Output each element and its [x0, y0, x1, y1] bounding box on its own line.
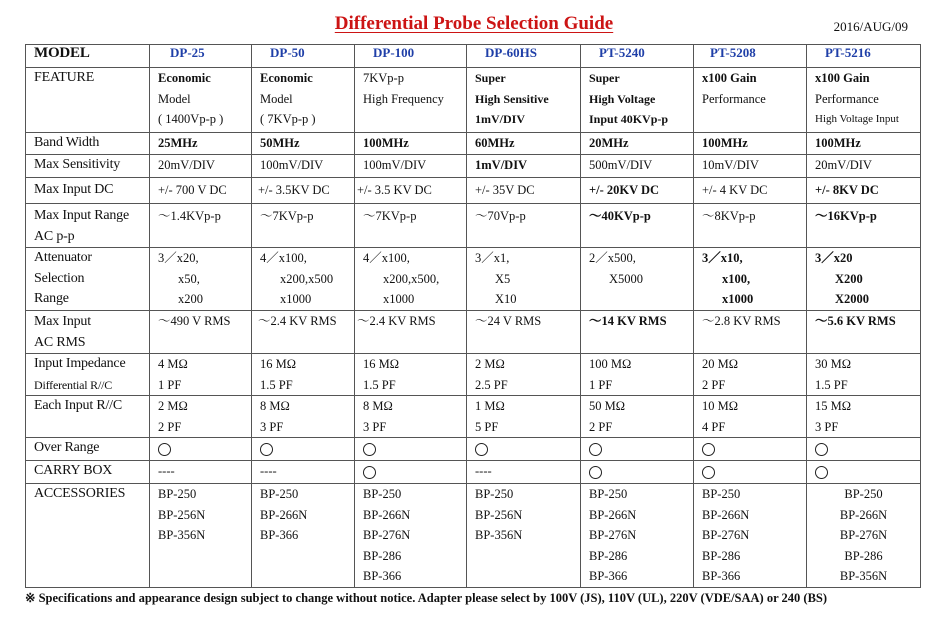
- carry-box-cell: [807, 461, 921, 484]
- available-circle-icon: [363, 466, 376, 479]
- feature-cell: x100 Gain Performance High Voltage Input: [807, 68, 921, 133]
- carry-box-label: CARRY BOX: [26, 461, 150, 484]
- bandwidth-cell: 20MHz: [581, 133, 694, 155]
- input-dc-row: [26, 178, 921, 204]
- model-dp-100: DP-100: [355, 45, 467, 68]
- impedance-cell: 20 MΩ 2 PF: [694, 354, 807, 396]
- impedance-cell: 16 MΩ 1.5 PF: [252, 354, 355, 396]
- input-dc-cell: +/- 4 KV DC: [694, 178, 807, 204]
- attenuator-cell: 3／x10, x100, x1000: [694, 248, 807, 311]
- input-rms-cell: ～2.4 KV RMS: [252, 311, 355, 354]
- available-circle-icon: [475, 443, 488, 456]
- input-dc-cell: +/- 8KV DC: [807, 178, 921, 204]
- input-dc-cell: +/- 20KV DC: [581, 178, 694, 204]
- carry-box-cell: [355, 461, 467, 484]
- input-range-cell: ～40KVp-p: [581, 204, 694, 248]
- each-input-label: Each Input R//C: [26, 396, 150, 438]
- available-circle-icon: [815, 466, 828, 479]
- carry-box-cell: ----: [252, 461, 355, 484]
- feature-cell: 7KVp-p High Frequency: [355, 68, 467, 133]
- over-range-cell: [355, 438, 467, 461]
- carry-box-row: [26, 461, 921, 484]
- input-rms-cell: ～14 KV RMS: [581, 311, 694, 354]
- input-range-cell: ～7KVp-p: [355, 204, 467, 248]
- sensitivity-cell: 100mV/DIV: [252, 155, 355, 178]
- input-dc-label: Max Input DC: [26, 178, 150, 204]
- bandwidth-row: [26, 133, 921, 155]
- over-range-cell: [807, 438, 921, 461]
- accessories-cell: BP-250 BP-266N BP-276N BP-286 BP-356N: [807, 484, 921, 588]
- impedance-cell: 4 MΩ 1 PF: [150, 354, 252, 396]
- accessories-cell: BP-250 BP-266N BP-276N BP-286 BP-366: [694, 484, 807, 588]
- over-range-cell: [694, 438, 807, 461]
- over-range-cell: [150, 438, 252, 461]
- accessories-cell: BP-250 BP-266N BP-276N BP-286 BP-366: [355, 484, 467, 588]
- each-input-cell: 50 MΩ 2 PF: [581, 396, 694, 438]
- each-input-cell: 10 MΩ 4 PF: [694, 396, 807, 438]
- input-range-cell: ～16KVp-p: [807, 204, 921, 248]
- input-range-cell: ～70Vp-p: [467, 204, 581, 248]
- model-dp-25: DP-25: [150, 45, 252, 68]
- input-rms-cell: ～2.4 KV RMS: [355, 311, 467, 354]
- input-range-cell: ～1.4KVp-p: [150, 204, 252, 248]
- each-input-row: [26, 396, 921, 438]
- feature-cell: x100 Gain Performance: [694, 68, 807, 133]
- input-dc-cell: +/- 35V DC: [467, 178, 581, 204]
- sensitivity-cell: 1mV/DIV: [467, 155, 581, 178]
- feature-label: FEATURE: [26, 68, 150, 133]
- probe-selection-table: [25, 44, 921, 588]
- over-range-row: [26, 438, 921, 461]
- sensitivity-cell: 20mV/DIV: [150, 155, 252, 178]
- carry-box-cell: [694, 461, 807, 484]
- bandwidth-cell: 50MHz: [252, 133, 355, 155]
- input-range-cell: ～8KVp-p: [694, 204, 807, 248]
- accessories-cell: BP-250 BP-266N BP-276N BP-286 BP-366: [581, 484, 694, 588]
- available-circle-icon: [589, 466, 602, 479]
- page-title: Differential Probe Selection Guide: [334, 13, 614, 34]
- bandwidth-cell: 25MHz: [150, 133, 252, 155]
- model-dp-50: DP-50: [252, 45, 355, 68]
- model-pt-5240: PT-5240: [581, 45, 694, 68]
- available-circle-icon: [158, 443, 171, 456]
- each-input-cell: 8 MΩ 3 PF: [252, 396, 355, 438]
- attenuator-cell: 3／x20 X200 X2000: [807, 248, 921, 311]
- impedance-label: Input Impedance Differential R//C: [26, 354, 150, 396]
- disclaimer-footer: ※ Specifications and appearance design subject to change without notice. Adapter please select by 100V (JS), 110V (UL), 220V (VDE/SAA) or 240 (BS): [25, 591, 828, 605]
- model-row: [26, 45, 921, 68]
- input-dc-cell: +/- 3.5KV DC: [252, 178, 355, 204]
- each-input-cell: 1 MΩ 5 PF: [467, 396, 581, 438]
- carry-box-cell: ----: [150, 461, 252, 484]
- impedance-cell: 100 MΩ 1 PF: [581, 354, 694, 396]
- carry-box-cell: [581, 461, 694, 484]
- model-label: MODEL: [26, 45, 150, 68]
- attenuator-label: Attenuator Selection Range: [26, 248, 150, 311]
- input-dc-cell: +/- 3.5 KV DC: [355, 178, 467, 204]
- impedance-cell: 30 MΩ 1.5 PF: [807, 354, 921, 396]
- model-dp-60hs: DP-60HS: [467, 45, 581, 68]
- feature-cell: Economic Model ( 1400Vp-p ): [150, 68, 252, 133]
- attenuator-cell: 3／x1, X5 X10: [467, 248, 581, 311]
- over-range-label: Over Range: [26, 438, 150, 461]
- accessories-label: ACCESSORIES: [26, 484, 150, 588]
- each-input-cell: 15 MΩ 3 PF: [807, 396, 921, 438]
- attenuator-row: [26, 248, 921, 311]
- document-date: 2016/AUG/09: [833, 19, 908, 34]
- available-circle-icon: [363, 443, 376, 456]
- input-rms-label: Max Input AC RMS: [26, 311, 150, 354]
- input-range-label: Max Input Range AC p-p: [26, 204, 150, 248]
- over-range-cell: [581, 438, 694, 461]
- available-circle-icon: [589, 443, 602, 456]
- bandwidth-cell: 60MHz: [467, 133, 581, 155]
- available-circle-icon: [260, 443, 273, 456]
- available-circle-icon: [815, 443, 828, 456]
- available-circle-icon: [702, 466, 715, 479]
- input-rms-cell: ～24 V RMS: [467, 311, 581, 354]
- bandwidth-cell: 100MHz: [694, 133, 807, 155]
- over-range-cell: [467, 438, 581, 461]
- accessories-cell: BP-250 BP-256N BP-356N: [150, 484, 252, 588]
- accessories-row: [26, 484, 921, 588]
- attenuator-cell: 4／x100, x200,x500, x1000: [355, 248, 467, 311]
- sensitivity-row: [26, 155, 921, 178]
- input-rms-cell: ～490 V RMS: [150, 311, 252, 354]
- each-input-cell: 8 MΩ 3 PF: [355, 396, 467, 438]
- bandwidth-cell: 100MHz: [355, 133, 467, 155]
- bandwidth-cell: 100MHz: [807, 133, 921, 155]
- model-pt-5216: PT-5216: [807, 45, 921, 68]
- attenuator-cell: 3／x20, x50, x200: [150, 248, 252, 311]
- sensitivity-cell: 500mV/DIV: [581, 155, 694, 178]
- each-input-cell: 2 MΩ 2 PF: [150, 396, 252, 438]
- impedance-cell: 2 MΩ 2.5 PF: [467, 354, 581, 396]
- input-range-row: [26, 204, 921, 248]
- attenuator-cell: 2／x500, X5000: [581, 248, 694, 311]
- impedance-cell: 16 MΩ 1.5 PF: [355, 354, 467, 396]
- input-rms-cell: ～2.8 KV RMS: [694, 311, 807, 354]
- accessories-cell: BP-250 BP-266N BP-366: [252, 484, 355, 588]
- sensitivity-label: Max Sensitivity: [26, 155, 150, 178]
- feature-cell: Economic Model ( 7KVp-p ): [252, 68, 355, 133]
- input-dc-cell: +/- 700 V DC: [150, 178, 252, 204]
- feature-row: [26, 68, 921, 133]
- input-rms-cell: ～5.6 KV RMS: [807, 311, 921, 354]
- input-rms-row: [26, 311, 921, 354]
- carry-box-cell: ----: [467, 461, 581, 484]
- sensitivity-cell: 100mV/DIV: [355, 155, 467, 178]
- over-range-cell: [252, 438, 355, 461]
- available-circle-icon: [702, 443, 715, 456]
- accessories-cell: BP-250 BP-256N BP-356N: [467, 484, 581, 588]
- sensitivity-cell: 20mV/DIV: [807, 155, 921, 178]
- bandwidth-label: Band Width: [26, 133, 150, 155]
- attenuator-cell: 4／x100, x200,x500 x1000: [252, 248, 355, 311]
- input-range-cell: ～7KVp-p: [252, 204, 355, 248]
- feature-cell: Super High Sensitive 1mV/DIV: [467, 68, 581, 133]
- impedance-row: [26, 354, 921, 396]
- model-pt-5208: PT-5208: [694, 45, 807, 68]
- feature-cell: Super High Voltage Input 40KVp-p: [581, 68, 694, 133]
- sensitivity-cell: 10mV/DIV: [694, 155, 807, 178]
